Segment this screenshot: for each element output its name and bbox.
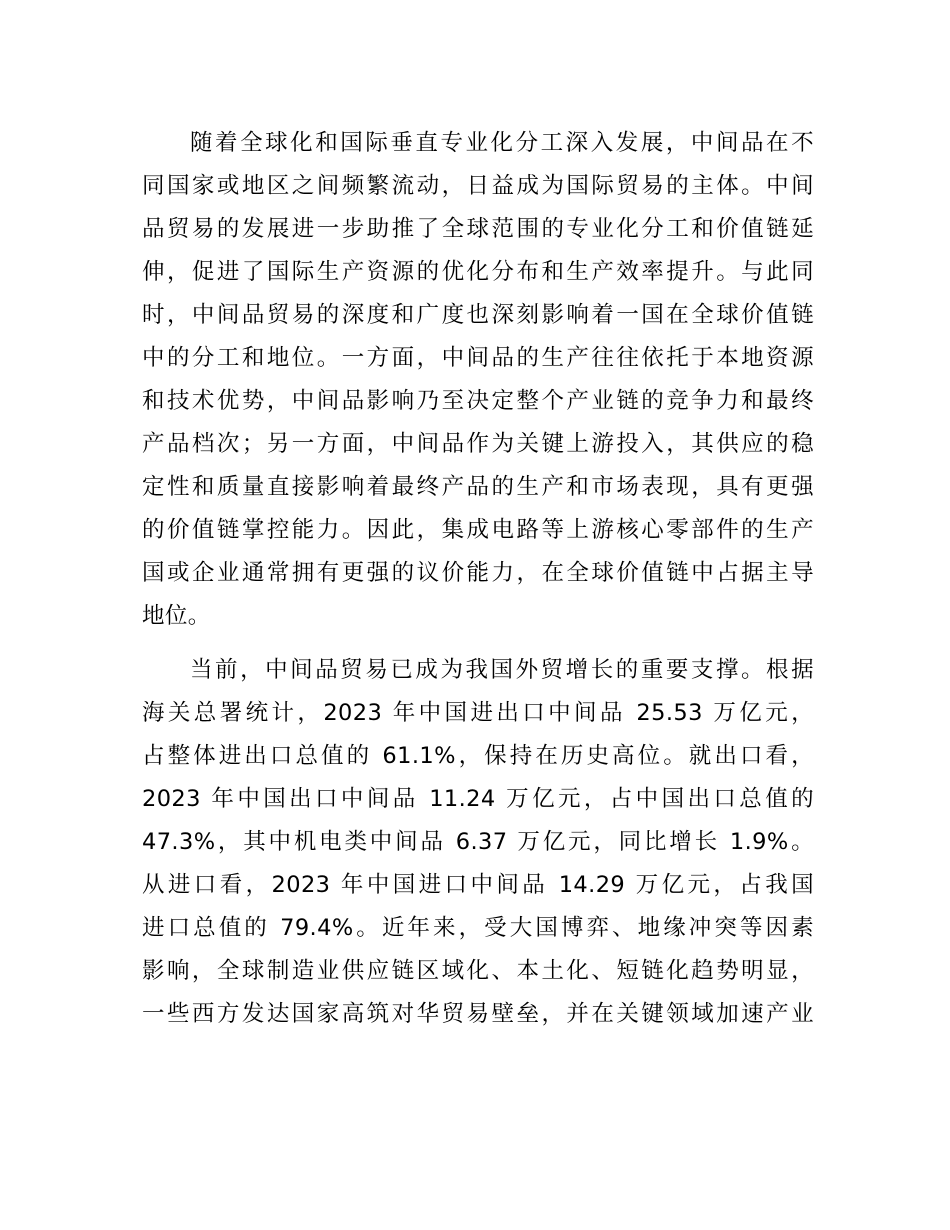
- text-line: 从进口看，2023 年中国进口中间品 14.29 万亿元，占我国: [142, 872, 814, 898]
- document-page: [142, 122, 814, 1036]
- text-line: 伸，促进了国际生产资源的优化分布和生产效率提升。与此同: [142, 259, 814, 285]
- text-line: 同国家或地区之间频繁流动，日益成为国际贸易的主体。中间: [142, 173, 814, 199]
- text-line: 随着全球化和国际垂直专业化分工深入发展，中间品在不: [190, 130, 814, 156]
- text-line: 当前，中间品贸易已成为我国外贸增长的重要支撑。根据: [190, 657, 814, 683]
- paragraph-intermediate-goods-trade: [142, 122, 814, 638]
- text-line: 地位。: [142, 603, 211, 629]
- text-line: 产品档次；另一方面，中间品作为关键上游投入，其供应的稳: [142, 431, 814, 457]
- text-line: 海关总署统计，2023 年中国进出口中间品 25.53 万亿元，: [142, 700, 814, 726]
- text-line: 影响，全球制造业供应链区域化、本土化、短链化趋势明显，: [142, 958, 814, 984]
- text-line: 定性和质量直接影响着最终产品的生产和市场表现，具有更强: [142, 474, 814, 500]
- text-line: 的价值链掌控能力。因此，集成电路等上游核心零部件的生产: [142, 517, 814, 543]
- text-line: 2023 年中国出口中间品 11.24 万亿元，占中国出口总值的: [142, 786, 814, 812]
- text-line: 时，中间品贸易的深度和广度也深刻影响着一国在全球价值链: [142, 302, 814, 328]
- text-line: 品贸易的发展进一步助推了全球范围的专业化分工和价值链延: [142, 216, 814, 242]
- paragraph-china-trade-statistics: [142, 649, 814, 1036]
- text-line: 一些西方发达国家高筑对华贸易壁垒，并在关键领域加速产业: [142, 1001, 814, 1027]
- text-line: 进口总值的 79.4%。近年来，受大国博弈、地缘冲突等因素: [142, 915, 814, 941]
- text-line: 47.3%，其中机电类中间品 6.37 万亿元，同比增长 1.9%。: [142, 829, 814, 855]
- text-line: 和技术优势，中间品影响乃至决定整个产业链的竞争力和最终: [142, 388, 814, 414]
- text-line: 国或企业通常拥有更强的议价能力，在全球价值链中占据主导: [142, 560, 814, 586]
- text-line: 中的分工和地位。一方面，中间品的生产往往依托于本地资源: [142, 345, 814, 371]
- text-line: 占整体进出口总值的 61.1%，保持在历史高位。就出口看，: [142, 743, 814, 769]
